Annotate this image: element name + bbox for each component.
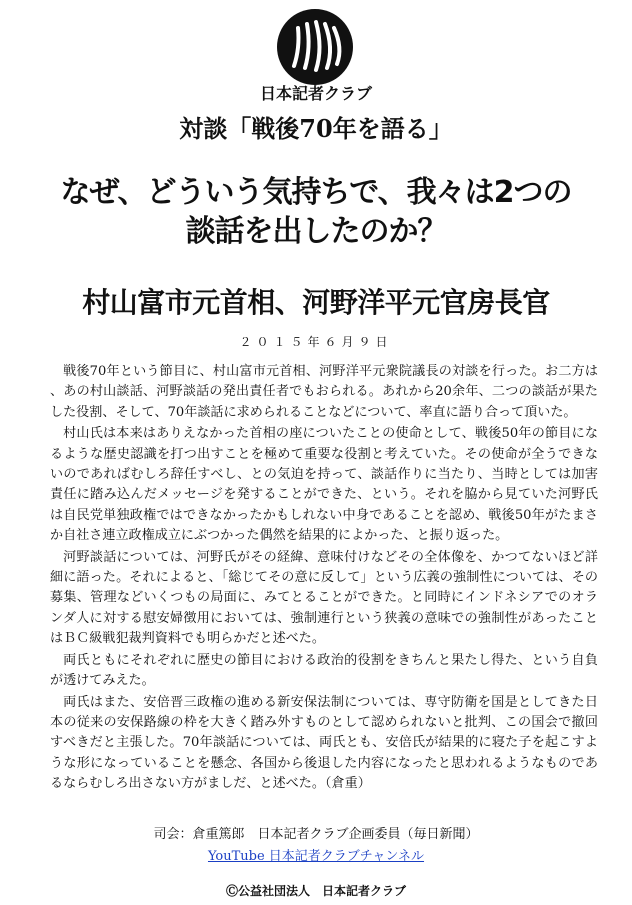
paragraph: 戦後70年という節目に、村山富市元首相、河野洋平元衆院議長の対談を行った。お二方は、あの村山談話、河野談話の発出責任者でもおられる。あれから20余年、二つの談話が果たした役割、そして、70年談話に求められることなどについて、率直に語り合って頂いた。	[50, 364, 598, 420]
copyright-notice: Ⓒ公益社団法人 日本記者クラブ	[225, 884, 406, 898]
main-title-line-1: なぜ、どういう気持ちで、我々は2つの	[60, 175, 572, 210]
speakers-heading: 村山富市元首相、河野洋平元官房長官	[82, 286, 550, 319]
series-title: 対談「戦後70年を語る」	[179, 114, 453, 143]
paragraph: 両氏はまた、安倍晋三政権の進める新安保法制については、専守防衛を国是としてきた日本の従来の安保路線の枠を大きく踏み外すものとして認められないと批判、この国会で撤回すべきだと主張した。70年談話については、両氏とも、安倍氏が結果的に寝た子を起こすような形になっていることを懸念、各国から後退した内容になったと思われるようなものであるならむしろ出さない方がましだ、と述べた。（倉重）	[50, 694, 598, 792]
organization-name: 日本記者クラブ	[259, 84, 372, 103]
article-body	[50, 362, 598, 796]
main-title	[10, 173, 622, 251]
event-date: ２０１５年６月９日	[239, 335, 393, 349]
jnpc-logo-icon	[276, 8, 354, 86]
paragraph: 村山氏は本来はありえなかった首相の座についたことの使命として、戦後50年の節目になるような歴史認識を打つ出すことを極めて重要な役割と考えていた。その使命が全うできないのであればむしろ辞任すべし、との気迫を持って、談話作りに当たり、当時としては加害責任に踏み込んだメッセージを発することができた、という。それを脇から見ていた河野氏は自民党単独政権ではできなかったかもしれない中身であることを認め、戦後50年がたまさか自社さ連立政権成立にぶつかった偶然を結果的によかった、と振り返った。	[50, 426, 598, 544]
paragraph: 河野談話については、河野氏がその経緯、意味付けなどその全体像を、かつてないほど詳細に語った。それによると、「総じてその意に反して」という広義の強制性については、その募集、管理などいくつもの局面に、みてとることができた。と同時にインドネシアでのオランダ人に対する慰安婦徴用においては、強制連行という狭義の意味での強制性があったことはＢＣ級戦犯裁判資料でも明らかだと述べた。	[50, 549, 598, 647]
youtube-channel-link[interactable]: YouTube 日本記者クラブチャンネル	[207, 849, 425, 864]
paragraph: 両氏ともにそれぞれに歴史の節目における政治的役割をきちんと果たし得た、という自負が透けてみえた。	[50, 652, 598, 689]
youtube-link-wrapper	[0, 847, 632, 867]
main-title-line-2: 談話を出したのか？	[185, 214, 447, 249]
moderator-credit: 司会：倉重篤郎 日本記者クラブ企画委員（毎日新聞）	[153, 827, 479, 842]
